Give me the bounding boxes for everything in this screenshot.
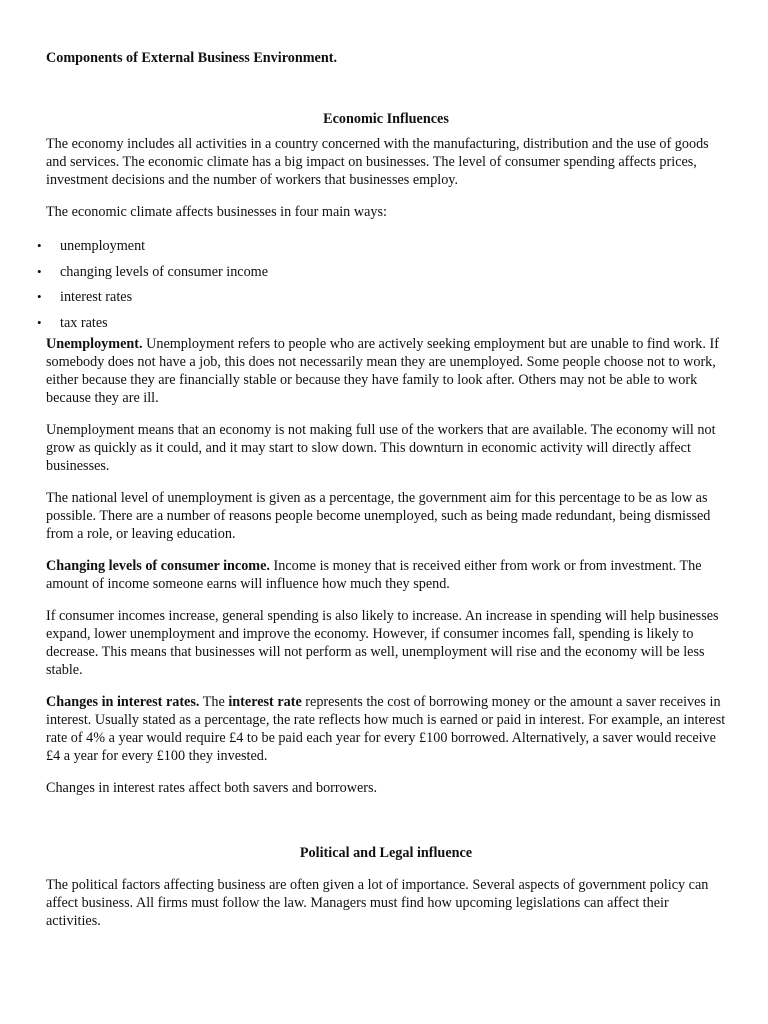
interest-text-1: represents the cost of borrowing money or the amount a saver receives in interest. Usually stated as a percentage, the rate reflects how much is earned or paid in interest. For example, an interest rate of 4% a year would require £4 to be paid each year for every £100 borrowed. Alternatively, a saver would receive £4 a year for every £100 they invested. — [46, 694, 726, 764]
unemployment-text-1: Unemployment refers to people who are actively seeking employment but are unable to find work. If somebody does not have a job, this does not necessarily mean they are unemployed. Some people choose not to work, either because they are financially stable or because they have family to look after. Others may not be able to work because they are ill. — [46, 336, 719, 406]
income-paragraph-1 — [46, 557, 726, 593]
economic-ways-lead: The economic climate affects businesses in four main ways: — [46, 204, 387, 220]
income-term: Changing levels of consumer income. — [46, 558, 270, 574]
list-item: • tax rates — [46, 314, 726, 340]
interest-paragraph-2: Changes in interest rates affect both savers and borrowers. — [46, 780, 378, 796]
document-page — [46, 46, 726, 930]
unemployment-paragraph-3: The national level of unemployment is given as a percentage, the government aim for this percentage to be as low as possible. There are a number of reasons people become unemployed, such as being made redundant, being dismissed from a role, or leaving education. — [46, 490, 711, 542]
list-item: • interest rates — [46, 288, 726, 314]
interest-term: Changes in interest rates. — [46, 694, 200, 710]
political-legal-heading: Political and Legal influence — [299, 845, 473, 861]
income-text-1: Income is money that is received either from work or from investment. The amount of income someone earns will influence how much they spend. — [46, 558, 702, 592]
interest-connector: The — [199, 694, 229, 710]
list-item: • unemployment — [46, 237, 726, 263]
economic-intro-paragraph: The economy includes all activities in a country concerned with the manufacturing, distribution and the use of goods and services. The economic climate has a big impact on businesses. The level of consumer spending affects prices, investment decisions and the number of workers that businesses employ. — [46, 136, 709, 188]
economic-ways-list — [46, 237, 726, 339]
unemployment-term: Unemployment. — [46, 336, 143, 352]
income-paragraph-2: If consumer incomes increase, general spending is also likely to increase. An increase in spending will help businesses expand, lower unemployment and improve the economy. However, if consumer incomes fall, spending is likely to decrease. This means that businesses will not perform as well, unemployment will rise and the economy will be less stable. — [46, 608, 719, 678]
political-paragraph-1: The political factors affecting business are often given a lot of importance. Several aspects of government policy can affect business. All firms must follow the law. Managers must find how upcoming legislations can affect their activities. — [46, 877, 709, 929]
document-title: Components of External Business Environment. — [46, 50, 338, 66]
list-item: • changing levels of consumer income — [46, 263, 726, 289]
interest-paragraph-1 — [46, 693, 726, 765]
unemployment-paragraph-2: Unemployment means that an economy is not making full use of the workers that are available. The economy will not grow as quickly as it could, and it may start to slow down. This downturn in economic activity will directly affect businesses. — [46, 422, 716, 474]
interest-rate-term: interest rate — [228, 694, 302, 710]
unemployment-paragraph-1 — [46, 335, 726, 407]
economic-influences-heading: Economic Influences — [323, 111, 449, 127]
